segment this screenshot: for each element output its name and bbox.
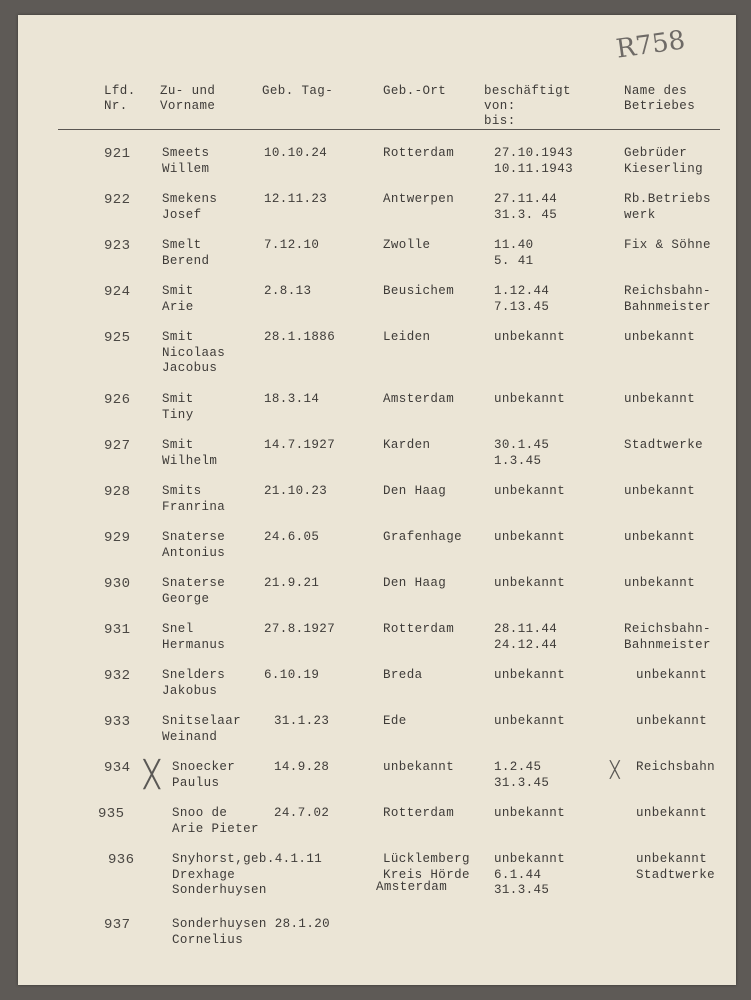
row-place-line: Zwolle [383,238,431,252]
row-name-line: Snitselaar [162,714,242,728]
row-company-line: Fix & Söhne [624,238,711,252]
row-name-line: Cornelius [172,932,244,947]
row-company-line: unbekannt [624,484,696,498]
row-company-line: werk [624,207,656,222]
row-name [162,576,225,607]
row-number: 925 [104,330,131,346]
row-date: 28.1.1886 [264,330,336,344]
header-employed [484,84,571,129]
row-company-line: unbekannt [636,714,708,728]
row-name [162,284,194,315]
row-number: 922 [104,192,131,208]
row-employed-line: unbekannt [494,806,566,820]
row-name-line: Snelders [162,668,226,682]
row-company-line: Reichsbahn [636,760,716,774]
row-date: 31.1.23 [274,714,330,728]
row-employed [494,622,557,653]
row-name [162,192,217,223]
row-company-line: Stadtwerke [636,867,716,882]
row-employed-line: 31.3.45 [494,775,550,790]
row-company-line: unbekannt [624,330,696,344]
row-company [624,330,695,346]
row-employed-line: unbekannt [494,530,566,544]
row-name-line: Weinand [162,729,218,744]
row-company [624,238,711,254]
row-employed-line: 31.3.45 [494,883,550,897]
row-name-line: Smelt [162,238,202,252]
row-name-line: Jakobus [162,683,218,698]
row-company-line: unbekannt [636,852,708,866]
header-nr-line: Lfd. [104,84,136,98]
row-company-line: Reichsbahn- [624,284,711,298]
row-company [636,852,715,883]
row-employed-line: 1.2.45 [494,760,542,774]
row-company-line: Bahnmeister [624,299,711,314]
header-date [262,84,333,99]
row-employed-line: 30.1.45 [494,438,550,452]
row-date: 21.9.21 [264,576,320,590]
row-name-line: Snoo de [172,806,228,820]
row-place [383,192,454,208]
row-number: 935 [98,806,125,822]
row-place [383,714,407,730]
row-place [383,622,454,638]
row-place-line: Ede [383,714,407,728]
header-name-line: Zu- und [160,84,216,98]
row-name-line: Drexhage [172,867,236,882]
row-number: 937 [104,917,131,933]
row-employed [494,392,565,408]
row-company [624,284,711,315]
row-name-line: Antonius [162,545,226,560]
row-date: 14.7.1927 [264,438,336,452]
header-place [383,84,446,99]
row-place-line: Lücklemberg [383,852,470,866]
row-date: 6.10.19 [264,668,320,682]
row-employed-line: 1.12.44 [494,284,550,298]
row-place-line: Amsterdam [383,392,455,406]
row-company-line: unbekannt [624,530,696,544]
row-name-line: Smits [162,484,202,498]
row-employed-line: 31.3. 45 [494,207,558,222]
row-name [172,806,259,837]
row-number: 934 [104,760,131,776]
row-employed-line: 6.1.44 [494,867,542,882]
row-name [162,438,217,469]
row-place-line: Den Haag [383,484,447,498]
row-employed [494,806,565,822]
row-date: 18.3.14 [264,392,320,406]
row-company-line: Bahnmeister [624,637,711,652]
row-name [172,917,330,948]
row-number: 932 [104,668,131,684]
row-employed [494,530,565,546]
row-name-line: Snyhorst,geb.4.1.11 [172,852,323,866]
header-company-line: Name des [624,84,688,98]
row-name-line: Smit [162,284,194,298]
row-place [383,852,470,883]
row-number: 927 [104,438,131,454]
row-number: 926 [104,392,131,408]
row-place-line: Grafenhage [383,530,463,544]
row-place [383,146,454,162]
row-name [162,530,225,561]
row-name [162,668,225,699]
row-company [636,806,707,822]
row-employed [494,192,557,223]
row-date: 24.7.02 [274,806,330,820]
row-employed-line: unbekannt [494,576,566,590]
row-employed [494,238,534,269]
row-place [383,806,454,822]
row-place-line: unbekannt [383,760,455,774]
row-employed-line: unbekannt [494,330,566,344]
row-employed-line: 27.10.1943 [494,146,574,160]
row-place [383,330,430,346]
row-name-line: Smit [162,438,194,452]
row-company [624,622,711,653]
row-employed [494,852,565,899]
row-date: 14.9.28 [274,760,330,774]
row-name-line: Hermanus [162,637,226,652]
row-place-line: Breda [383,668,423,682]
row-number: 928 [104,484,131,500]
row-company-line: unbekannt [636,806,708,820]
row-company [624,484,695,500]
row-place [383,484,446,500]
row-employed-line: 7.13.45 [494,299,550,314]
row-name-line: Paulus [172,775,220,790]
row-employed-line: unbekannt [494,852,566,866]
row-name-line: Willem [162,161,210,176]
row-place-line: Beusichem [383,284,455,298]
row-place [376,880,447,896]
row-name-line: Smit [162,392,194,406]
row-company [636,760,715,776]
row-company-line: Stadtwerke [624,438,704,452]
row-date: 2.8.13 [264,284,312,298]
header-rule [58,129,720,130]
row-name [162,484,225,515]
row-date: 12.11.23 [264,192,328,206]
row-employed-line: 27.11.44 [494,192,558,206]
row-name [162,330,225,377]
header-place-line: Geb.-Ort [383,84,447,98]
row-number: 929 [104,530,131,546]
row-name-line: Berend [162,253,210,268]
row-company [624,192,711,223]
row-date: 21.10.23 [264,484,328,498]
row-employed [494,484,565,500]
row-name [162,392,194,423]
row-name-line: Smit [162,330,194,344]
row-employed-line: 28.11.44 [494,622,558,636]
row-name-line: Franrina [162,499,226,514]
header-name-line: Vorname [160,99,216,113]
row-name-line: Sonderhuysen 28.1.20 [172,917,331,931]
row-name-line: Tiny [162,407,194,422]
row-employed [494,760,549,791]
row-employed-line: 5. 41 [494,253,534,268]
row-number: 933 [104,714,131,730]
cross-mark-icon: ╳ [610,762,620,779]
row-company [636,714,707,730]
row-employed-line: unbekannt [494,392,566,406]
row-name [162,622,225,653]
row-place-line: Karden [383,438,431,452]
row-place-line: Leiden [383,330,431,344]
row-name [172,852,322,899]
row-place-line: Rotterdam [383,146,455,160]
row-company-line: unbekannt [624,392,696,406]
row-company [636,668,707,684]
row-name-line: Snoecker [172,760,236,774]
header-company [624,84,695,114]
row-employed [494,668,565,684]
row-number: 924 [104,284,131,300]
row-date: 10.10.24 [264,146,328,160]
row-company [624,392,695,408]
row-company-line: Kieserling [624,161,704,176]
row-employed-line: 24.12.44 [494,637,558,652]
row-place [383,392,454,408]
row-employed-line: 11.40 [494,238,534,252]
row-name-line: Josef [162,207,202,222]
row-employed [494,714,565,730]
row-name-line: Arie [162,299,194,314]
row-place-line: Rotterdam [383,806,455,820]
row-place [383,530,462,546]
row-company [624,576,695,592]
row-employed [494,330,565,346]
row-name [162,714,241,745]
row-employed [494,146,573,177]
row-employed-line: unbekannt [494,484,566,498]
row-name-line: Arie Pieter [172,821,259,836]
row-name-line: Sonderhuysen [172,883,267,897]
row-employed-line: unbekannt [494,714,566,728]
row-employed [494,284,549,315]
header-employed-line: bis: [484,114,516,128]
row-employed-line: 10.11.1943 [494,161,574,176]
row-date: 27.8.1927 [264,622,336,636]
row-company-line: Gebrüder [624,146,688,160]
row-name [162,238,209,269]
header-nr-line: Nr. [104,99,128,113]
header-employed-line: von: [484,99,516,113]
row-employed [494,576,565,592]
cross-mark-icon: ╳ [144,760,160,789]
row-name-line: Jacobus [162,361,218,375]
row-name-line: Snel [162,622,194,636]
row-name-line: George [162,591,210,606]
row-place-line: Amsterdam [376,880,448,894]
row-name-line: Snaterse [162,530,226,544]
row-place-line: Kreis Hörde [383,867,470,882]
handwritten-reference: R758 [614,25,687,65]
row-place [383,668,423,684]
header-company-line: Betriebes [624,99,696,113]
header-employed-line: beschäftigt [484,84,571,98]
row-place-line: Antwerpen [383,192,455,206]
row-number: 921 [104,146,131,162]
row-place-line: Rotterdam [383,622,455,636]
row-company [624,530,695,546]
row-name-line: Snaterse [162,576,226,590]
row-name-line: Wilhelm [162,453,218,468]
row-name [172,760,235,791]
row-number: 930 [104,576,131,592]
row-place [383,760,454,776]
row-place [383,284,454,300]
row-name-line: Nicolaas [162,345,226,360]
header-name [160,84,215,114]
row-company-line: unbekannt [624,576,696,590]
row-company [624,146,703,177]
row-date: 7.12.10 [264,238,320,252]
row-place-line: Den Haag [383,576,447,590]
header-nr [104,84,136,114]
row-employed-line: 1.3.45 [494,453,542,468]
row-number: 936 [108,852,135,868]
row-place [383,238,430,254]
row-company-line: Rb.Betriebs [624,192,711,206]
row-company-line: unbekannt [636,668,708,682]
row-company [624,438,703,454]
row-name [162,146,209,177]
row-company-line: Reichsbahn- [624,622,711,636]
row-date: 24.6.05 [264,530,320,544]
row-employed [494,438,549,469]
row-name-line: Smeets [162,146,210,160]
row-place [383,438,430,454]
row-place [383,576,446,592]
header-date-line: Geb. Tag- [262,84,334,98]
row-name-line: Smekens [162,192,218,206]
row-employed-line: unbekannt [494,668,566,682]
row-number: 931 [104,622,131,638]
row-number: 923 [104,238,131,254]
